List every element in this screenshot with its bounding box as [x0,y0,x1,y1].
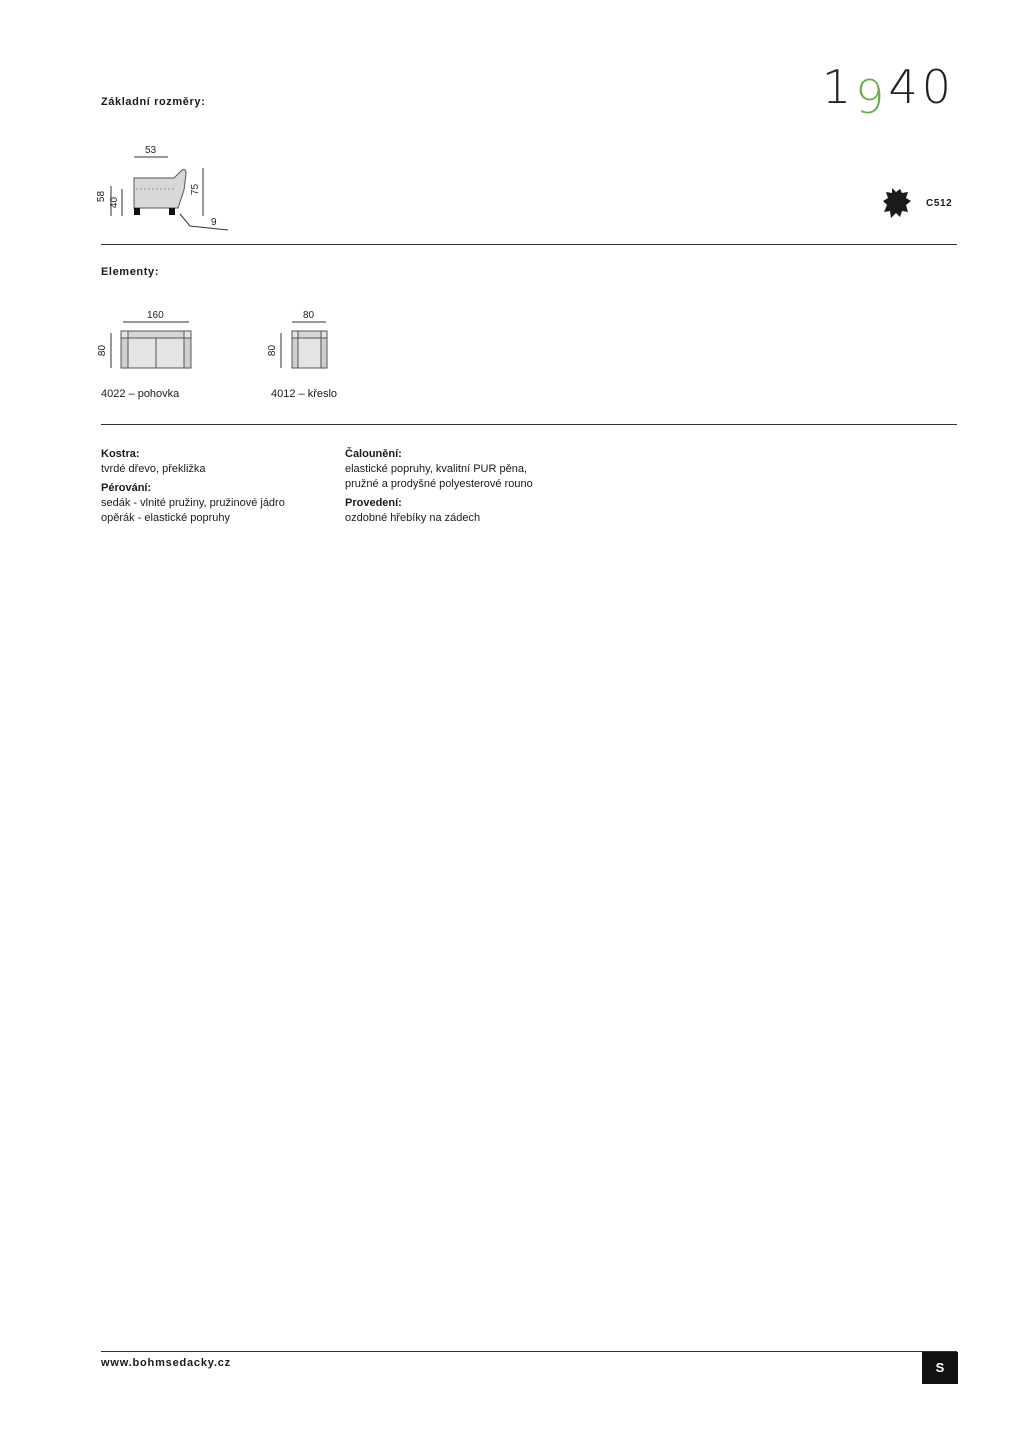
width-dim-label: 53 [145,145,157,156]
logo-1940 [821,60,955,124]
armchair-caption: 4012 – křeslo [271,388,338,400]
upholstery-value-1: elastické popruhy, kvalitní PUR pěna, [345,463,527,475]
side-view-drawing [96,142,236,234]
divider-1 [101,244,957,245]
logo-digit-9: 9 [855,70,889,124]
springing-label: Pérování: [101,482,152,494]
elements-title: Elementy: [101,266,159,278]
height-total-label: 58 [96,190,108,203]
depth-offset-label: 9 [211,217,217,228]
seat-height-label: 40 [109,196,121,209]
page-letter-badge: S [922,1352,958,1384]
divider-2 [101,424,957,425]
specs-right [345,447,605,526]
frame-label: Kostra: [101,448,140,460]
armchair-drawing [266,308,336,374]
sofa-width-label: 160 [147,310,164,321]
frame-value: tvrdé dřevo, překližka [101,463,206,475]
back-height-label: 75 [190,183,202,196]
specs-left [101,447,331,526]
finish-value: ozdobné hřebíky na zádech [345,512,481,524]
armchair-depth-label: 80 [267,344,279,357]
footer-url[interactable]: www.bohmsedacky.cz [101,1357,231,1369]
logo-digit-1: 1 [821,60,856,114]
springing-value-1: sedák - vlnité pružiny, pružinové jádro [101,497,285,509]
upholstery-value-2: pružné a prodyšné polyesterové rouno [345,478,533,490]
armchair-width-label: 80 [303,310,315,321]
upholstery-label: Čalounění: [345,448,402,460]
springing-value-2: opěrák - elastické popruhy [101,512,231,524]
finish-label: Provedení: [345,497,402,509]
leather-hide-icon [882,187,912,219]
offset-leader [180,214,228,230]
logo-digits-40: 40 [888,60,955,114]
leather-code: C512 [926,198,953,209]
back-leg [169,208,175,215]
front-leg [134,208,140,215]
sofa-caption: 4022 – pohovka [101,388,180,400]
footer-divider [101,1351,957,1352]
sofa-depth-label: 80 [97,344,109,357]
sofa-drawing [96,308,206,374]
basic-dimensions-title: Základní rozměry: [101,96,206,108]
